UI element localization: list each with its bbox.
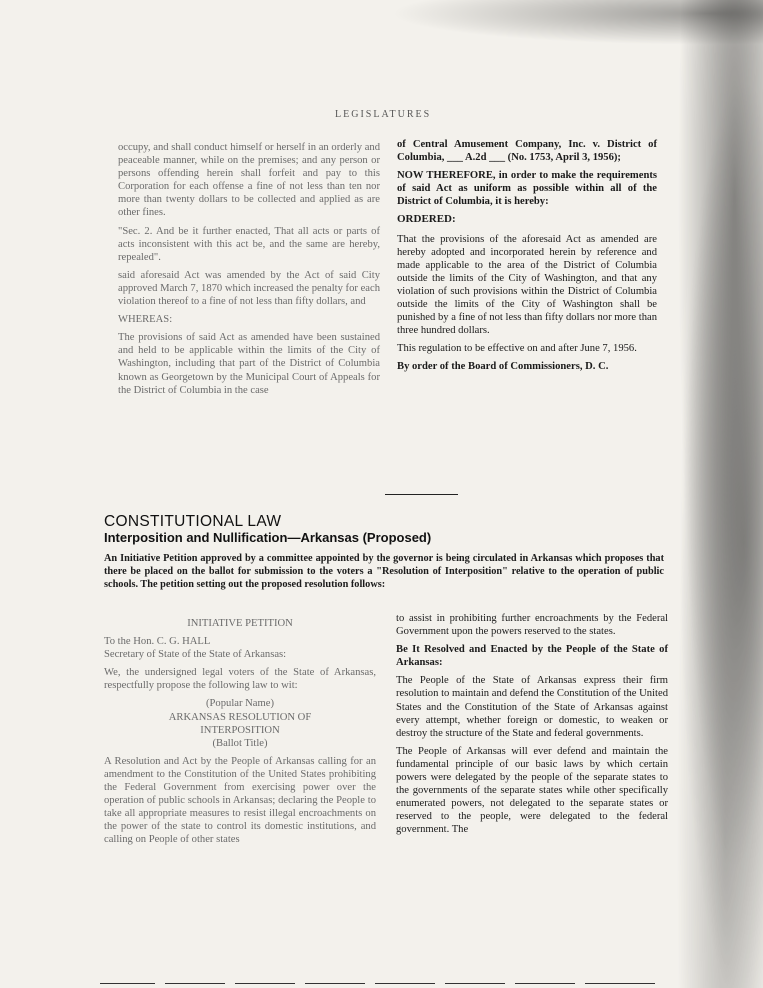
right-column-bottom: [396, 612, 668, 842]
left-column-bottom: [104, 617, 376, 852]
left-top-paragraph-4: The provisions of said Act as amended have been sustained and held to be applicable within the limits of the City of Washington, including that part of the District of Columbia known as Georgetown by the Municipal Court of Appeals for the District of Columbia in the case: [118, 332, 380, 396]
right-bot-resolved: Be It Resolved and Enacted by the People of the State of Arkansas:: [396, 644, 668, 669]
bottom-rule-line: [0, 983, 763, 984]
petition-heading: INITIATIVE PETITION: [187, 618, 293, 629]
petition-paragraph-2: A Resolution and Act by the People of Arkansas calling for an amendment to the Constitution of the United States prohibiting the Federal Government from exercising power over the operation of public schools in Arkansas; declaring the People to take all appropriate measures to resist illegal encroachments on the power of the state to control its domestic institutions, and calling on People of other states: [104, 755, 376, 846]
right-top-now-therefore: NOW THEREFORE, in order to make the requirements of said Act as uniform as possible within all of the District of Columbia, it is hereby:: [397, 170, 657, 208]
resolution-name-line-2: INTERPOSITION: [200, 724, 280, 736]
left-top-paragraph-2: "Sec. 2. And be it further enacted, That all acts or parts of acts inconsistent with this act be, and the same are hereby, repealed".: [118, 225, 380, 263]
section-title: CONSTITUTIONAL LAW: [104, 513, 282, 530]
running-head: LEGISLATURES: [335, 109, 432, 120]
right-top-case-citation: of Central Amusement Company, Inc. v. District of Columbia, ___ A.2d ___ (No. 1753, April 3, 1956);: [397, 139, 657, 164]
left-column-top: [118, 141, 380, 402]
right-top-paragraph-ordered: That the provisions of the aforesaid Act as amended are hereby adopted and incorporated herein by reference and made applicable to the area of the District of Columbia outside the limits of the City of Washington, and that any violation of such provisions within the District of Columbia outside the limits of the City of Washington shall be punished by a fine of not less than fifty dollars nor more than three hundred dollars.: [397, 233, 657, 337]
right-top-ordered: ORDERED:: [397, 213, 456, 226]
scan-noise-right: [668, 0, 763, 988]
right-bot-paragraph-3: The People of the State of Arkansas express their firm resolution to maintain and defend the Constitution of the United States and the Constitution of the State of Arkansas against every attempt, whether foreign or domestic, to weaken or destroy the structure of the State and federal governments.: [396, 675, 668, 739]
section-intro: An Initiative Petition approved by a committee appointed by the governor is being circulated in Arkansas which proposes that there be placed on the ballot for submission to the voters a "Resolution of Interposition" relative to the operation of public schools. The petition setting out the proposed resolution follows:: [104, 553, 664, 590]
petition-addressee: To the Hon. C. G. HALL: [104, 636, 211, 648]
right-bot-paragraph-1: to assist in prohibiting further encroachments by the Federal Government upon the powers reserved to the states.: [396, 613, 668, 638]
resolution-name-line-1: ARKANSAS RESOLUTION OF: [168, 711, 312, 723]
left-top-paragraph-3: said aforesaid Act was amended by the Act of said City approved March 7, 1870 which increased the penalty for each violation thereof to a fine of not less than fifty dollars, and: [118, 269, 380, 308]
right-column-top: [397, 138, 657, 379]
petition-addressee-title: Secretary of State of the State of Arkansas:: [104, 649, 287, 661]
right-top-effective: This regulation to be effective on and after June 7, 1956.: [397, 343, 637, 355]
petition-paragraph-1: We, the undersigned legal voters of the State of Arkansas, respectfully propose the following law to wit:: [104, 667, 376, 692]
popular-name-label: (Popular Name): [206, 698, 274, 710]
section-subtitle: Interposition and Nullification—Arkansas (Proposed): [104, 530, 432, 545]
right-bot-paragraph-4: The People of Arkansas will ever defend and maintain the fundamental principle of our basic laws by which certain powers were delegated by the people of the separate states to the governments of the separate states while other specifically enumerated powers, not delegated to the separate states or reserved to the people, were delegated to the federal government. The: [396, 745, 668, 836]
left-top-whereas: WHEREAS:: [118, 314, 173, 326]
ballot-title-label: (Ballot Title): [212, 737, 268, 749]
section-divider-rule: [385, 494, 458, 495]
right-top-order-by: By order of the Board of Commissioners, D. C.: [397, 361, 609, 373]
left-top-paragraph-1: occupy, and shall conduct himself or herself in an orderly and peaceable manner, while on the premises; and any person or persons offending herein shall forfeit and pay to this Corporation for each offense a fine of not less than ten nor more than twenty dollars to be collected and applied as are other fines.: [118, 142, 380, 219]
